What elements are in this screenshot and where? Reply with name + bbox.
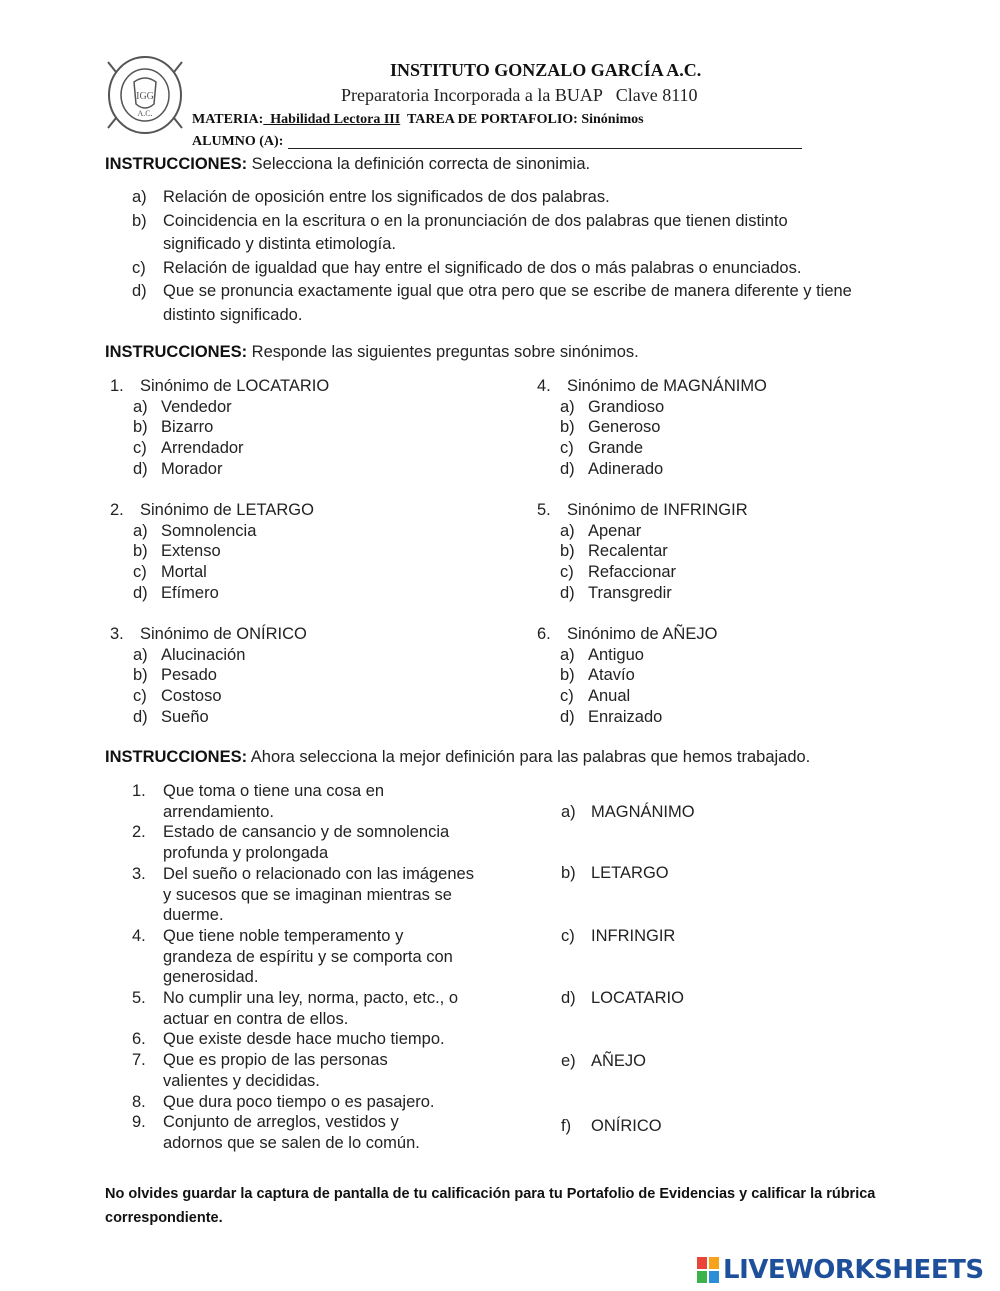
materia-value: Habilidad Lectora III	[263, 112, 401, 127]
answer-label: a)	[133, 521, 148, 540]
question-title: Sinónimo de AÑEJO	[567, 625, 718, 643]
answer-text: Adinerado	[588, 459, 664, 478]
answer-label: c)	[560, 439, 574, 458]
definition-number: 2.	[132, 823, 146, 842]
option-label: b)	[132, 211, 147, 230]
word-option[interactable]	[561, 1052, 646, 1071]
answer-option[interactable]	[537, 521, 748, 542]
svg-text:IGG: IGG	[136, 91, 154, 102]
word-label: c)	[561, 927, 575, 945]
definition-text: Que tiene noble temperamento y grandeza de espíritu y se comporta con generosidad.	[163, 926, 453, 987]
answer-text: Bizarro	[161, 418, 214, 437]
answer-label: c)	[133, 439, 147, 458]
brand-name: LIVEWORKSHEETS	[723, 1255, 984, 1285]
definition-number: 7.	[132, 1051, 146, 1070]
answer-option[interactable]	[110, 562, 314, 583]
institution-title: INSTITUTO GONZALO GARCÍA A.C.	[390, 60, 702, 80]
answer-text: Vendedor	[161, 397, 232, 416]
brand-blocks-icon	[697, 1257, 719, 1283]
answer-label: d)	[133, 707, 148, 726]
definition-item[interactable]	[132, 864, 478, 926]
definition-number: 6.	[132, 1030, 146, 1049]
answer-label: d)	[560, 707, 575, 726]
answer-option[interactable]	[110, 665, 307, 686]
institution-subtitle: Preparatoria Incorporada a la BUAP Clave 8110	[341, 85, 698, 105]
answer-text: Generoso	[588, 418, 661, 437]
brand-block	[697, 1271, 707, 1283]
brand-block	[709, 1271, 719, 1283]
answer-option[interactable]	[537, 438, 767, 459]
definition-text: Que es propio de las personas valientes y decididas.	[163, 1051, 388, 1090]
instructions-1-text: Selecciona la definición correcta de sinonimia.	[247, 155, 591, 173]
alumno-label: ALUMNO (A):	[192, 134, 284, 149]
answer-option[interactable]	[110, 438, 329, 459]
word-label: f)	[561, 1117, 572, 1135]
definition-number: 3.	[132, 864, 146, 883]
definition-number: 9.	[132, 1113, 146, 1132]
instructions-3	[105, 748, 810, 767]
brand-block	[697, 1257, 707, 1269]
answer-label: a)	[133, 397, 148, 416]
answer-label: c)	[560, 563, 574, 582]
option-label: d)	[132, 282, 147, 300]
word-text: LOCATARIO	[591, 989, 684, 1007]
answer-text: Enraizado	[588, 707, 663, 726]
instructions-1-bold: INSTRUCCIONES:	[105, 155, 248, 173]
definition-number: 1.	[132, 782, 146, 800]
answer-label: b)	[560, 666, 575, 685]
answer-text: Efímero	[161, 583, 219, 602]
word-option[interactable]	[561, 927, 675, 946]
answer-text: Pesado	[161, 666, 217, 685]
answer-option[interactable]	[110, 583, 314, 604]
answer-option[interactable]	[110, 541, 314, 562]
definitions-list	[132, 781, 492, 1154]
answer-label: c)	[560, 687, 574, 706]
instructions-2-text: Responde las siguientes preguntas sobre sinónimos.	[247, 343, 639, 361]
option-text: Que se pronuncia exactamente igual que otra pero que se escribe de manera diferente y tiene distinto significado.	[163, 282, 852, 324]
answer-text: Arrendador	[161, 439, 244, 458]
question-number: 3.	[110, 625, 124, 643]
answer-text: Extenso	[161, 542, 221, 561]
definition-text: Conjunto de arreglos, vestidos y adornos que se salen de lo común.	[163, 1113, 420, 1152]
definition-text: Que dura poco tiempo o es pasajero.	[163, 1092, 435, 1111]
answer-text: Sueño	[161, 707, 209, 726]
answer-text: Somnolencia	[161, 521, 257, 540]
instructions-2	[105, 343, 639, 362]
answer-text: Transgredir	[588, 583, 672, 602]
sinonimia-options	[132, 186, 882, 327]
answer-label: b)	[133, 418, 148, 437]
instructions-2-bold: INSTRUCCIONES:	[105, 343, 248, 361]
answer-option[interactable]	[537, 397, 767, 418]
sinonimia-option[interactable]	[132, 257, 882, 281]
instructions-3-bold: INSTRUCCIONES:	[105, 748, 248, 766]
answer-option[interactable]	[537, 459, 767, 480]
word-text: ONÍRICO	[591, 1117, 662, 1135]
word-option[interactable]	[561, 803, 695, 822]
answer-option[interactable]	[110, 417, 329, 438]
definition-item[interactable]	[132, 822, 483, 863]
brand-block	[709, 1257, 719, 1269]
answer-text: Grande	[588, 439, 644, 458]
answer-option[interactable]	[537, 583, 748, 604]
answer-label: d)	[560, 583, 575, 602]
definition-number: 5.	[132, 989, 146, 1008]
option-text: Relación de oposición entre los significados de dos palabras.	[163, 188, 610, 206]
footer-note: No olvides guardar la captura de pantalla de tu calificación para tu Portafolio de Evidencias y calificar la rúbrica correspondiente.	[105, 1186, 876, 1226]
definition-text: Estado de cansancio y de somnolencia profunda y prolongada	[163, 823, 450, 863]
answer-option[interactable]	[537, 707, 717, 728]
definition-number: 8.	[132, 1092, 146, 1111]
instructions-3-text: Ahora selecciona la mejor definición para las palabras que hemos trabajado.	[247, 748, 811, 766]
answer-label: d)	[560, 459, 575, 478]
answer-label: c)	[133, 563, 147, 582]
answer-label: b)	[560, 542, 575, 561]
word-option[interactable]	[561, 1117, 662, 1136]
word-text: MAGNÁNIMO	[591, 803, 695, 821]
answer-option[interactable]	[110, 686, 307, 707]
subject-line	[192, 112, 644, 128]
answer-option[interactable]	[537, 645, 717, 666]
word-option[interactable]	[561, 989, 684, 1008]
question-number: 6.	[537, 625, 551, 643]
word-label: d)	[561, 989, 576, 1007]
answer-label: d)	[133, 583, 148, 602]
question-number: 5.	[537, 501, 551, 519]
definition-text: No cumplir una ley, norma, pacto, etc., o actuar en contra de ellos.	[163, 989, 458, 1028]
definition-text: Que toma o tiene una cosa en arrendamiento.	[163, 782, 385, 821]
question-3	[110, 624, 307, 728]
definition-item[interactable]	[132, 1112, 453, 1153]
sinonimia-option[interactable]	[132, 210, 853, 257]
answer-label: a)	[560, 645, 575, 664]
materia-label: MATERIA:	[192, 112, 264, 127]
answer-label: a)	[560, 397, 575, 416]
answer-option[interactable]	[537, 562, 748, 583]
instructions-1	[105, 155, 590, 174]
option-label: c)	[132, 258, 146, 277]
answer-option[interactable]	[110, 459, 329, 480]
definition-item[interactable]	[132, 1029, 508, 1050]
answer-text: Anual	[588, 687, 631, 706]
word-label: e)	[561, 1052, 576, 1070]
word-text: AÑEJO	[591, 1052, 647, 1070]
word-label: a)	[561, 803, 576, 821]
sinonimia-option[interactable]	[132, 186, 882, 210]
definition-number: 4.	[132, 926, 146, 945]
word-text: INFRINGIR	[591, 927, 676, 945]
definition-text: Del sueño o relacionado con las imágenes y sucesos que se imaginan mientras se duerme.	[163, 864, 474, 925]
answer-text: Refaccionar	[588, 563, 677, 582]
answer-text: Grandioso	[588, 397, 665, 416]
answer-text: Alucinación	[161, 645, 246, 664]
answer-label: d)	[133, 459, 148, 478]
answer-option[interactable]	[537, 417, 767, 438]
word-text: LETARGO	[591, 864, 669, 882]
sinonimia-option[interactable]	[132, 280, 873, 327]
definition-item[interactable]	[132, 1092, 508, 1113]
option-text: Coincidencia en la escritura o en la pronunciación de dos palabras que tienen distinto significado y distinta etimología.	[163, 211, 788, 253]
tarea-label: TAREA DE PORTAFOLIO: Sinónimos	[400, 112, 644, 127]
answer-option[interactable]	[110, 521, 314, 542]
question-4	[537, 376, 767, 480]
name-underline	[288, 148, 802, 149]
definition-item[interactable]	[132, 781, 413, 822]
word-label: b)	[561, 864, 576, 882]
answer-text: Costoso	[161, 687, 222, 706]
answer-text: Morador	[161, 459, 223, 478]
question-6	[537, 624, 717, 728]
answer-text: Mortal	[161, 563, 207, 582]
question-title: Sinónimo de MAGNÁNIMO	[567, 377, 767, 395]
answer-option[interactable]	[537, 686, 717, 707]
word-option[interactable]	[561, 864, 669, 883]
svg-text:A.C.: A.C.	[137, 109, 153, 118]
definition-item[interactable]	[132, 1050, 418, 1091]
question-title: Sinónimo de ONÍRICO	[140, 625, 307, 643]
answer-label: b)	[133, 666, 148, 685]
answer-label: c)	[133, 687, 147, 706]
option-label: a)	[132, 188, 147, 206]
answer-label: a)	[560, 521, 575, 540]
answer-label: b)	[560, 418, 575, 437]
question-title: Sinónimo de LETARGO	[140, 501, 314, 519]
answer-option[interactable]	[110, 707, 307, 728]
answer-text: Antiguo	[588, 645, 644, 664]
liveworksheets-brand[interactable]	[697, 1255, 984, 1285]
question-5	[537, 500, 748, 604]
question-number: 1.	[110, 377, 124, 395]
definition-text: Que existe desde hace mucho tiempo.	[163, 1030, 445, 1049]
answer-option[interactable]	[537, 665, 717, 686]
answer-text: Atavío	[588, 666, 635, 685]
student-name-field[interactable]	[192, 134, 802, 150]
question-number: 2.	[110, 501, 124, 519]
question-title: Sinónimo de LOCATARIO	[140, 377, 330, 395]
definition-item[interactable]	[132, 988, 508, 1029]
answer-option[interactable]	[110, 397, 329, 418]
answer-text: Apenar	[588, 521, 642, 540]
question-title: Sinónimo de INFRINGIR	[567, 501, 748, 519]
question-1	[110, 376, 329, 480]
question-2	[110, 500, 314, 604]
answer-text: Recalentar	[588, 542, 668, 561]
answer-option[interactable]	[110, 645, 307, 666]
answer-label: a)	[133, 645, 148, 664]
answer-label: b)	[133, 542, 148, 561]
question-number: 4.	[537, 377, 551, 395]
option-text: Relación de igualdad que hay entre el significado de dos o más palabras o enunciados.	[163, 258, 802, 277]
school-logo	[104, 52, 186, 138]
answer-option[interactable]	[537, 541, 748, 562]
definition-item[interactable]	[132, 926, 463, 988]
